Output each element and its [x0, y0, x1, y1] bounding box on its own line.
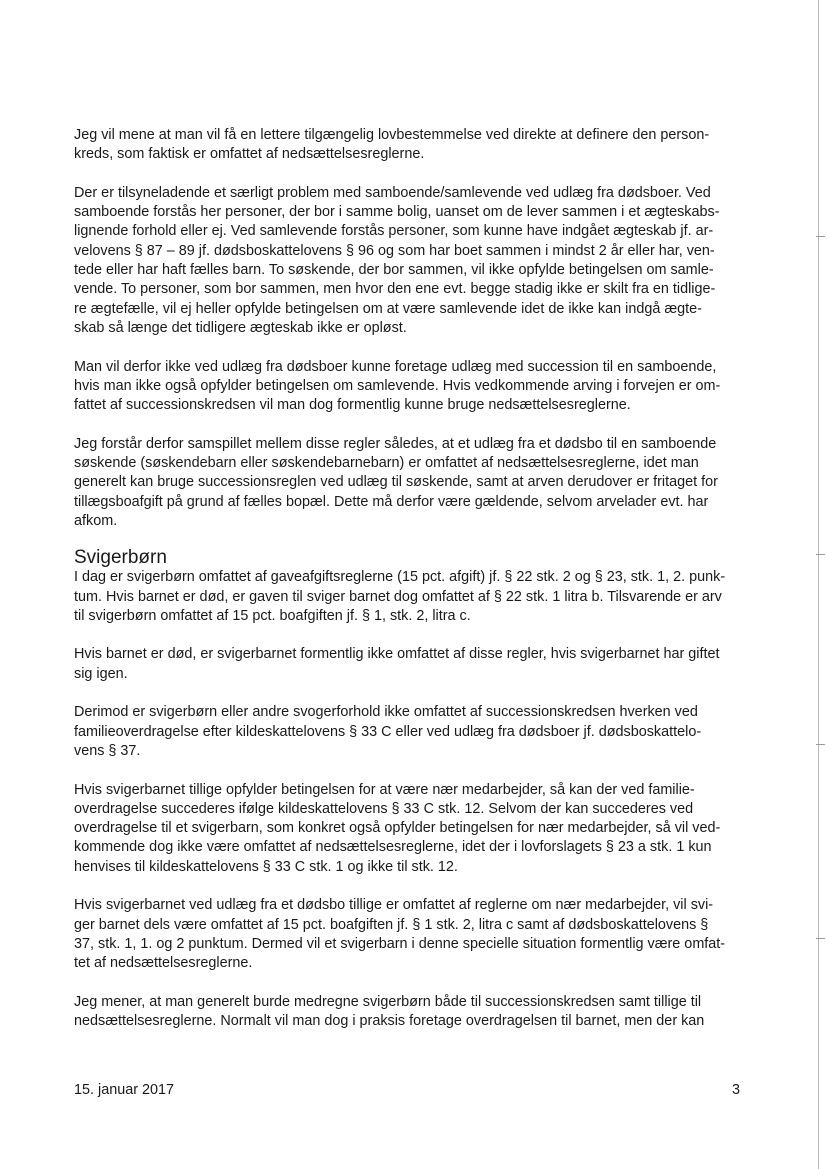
scan-edge-mark	[816, 236, 825, 237]
paragraph-samspil: Jeg forstår derfor samspillet mellem disse regler således, at et udlæg fra et dødsbo til en samboende søskende (søskendebarn eller søskendebarnebarn) er omfattet af nedsættelsesreglerne, idet man generelt kan bruge successionsreglen ved udlæg til søskende, samt at arven derudover er fritaget for tillægsboafgift på grund af fælles bopæl. Dette må derfor være gældende, selvom arvelader evt. har afkom.	[74, 435, 718, 529]
paragraph-person-kreds: Jeg vil mene at man vil få en lettere tilgængelig lovbestemmelse ved direkte at definere den person- kreds, som faktisk er omfattet af nedsættelsesreglerne.	[74, 127, 710, 163]
paragraph-svogerforhold: Derimod er svigerbørn eller andre svogerforhold ikke omfattet af successionskredsen hverken ved familieoverdragelse efter kildeskattelovens § 33 C eller ved udlæg fra dødsboer jf. dødsboskattelo- vens § 37.	[74, 704, 702, 759]
page-number: 3	[731, 1082, 740, 1098]
scan-edge-line	[818, 0, 819, 1169]
paragraph-barnet-doed: Hvis barnet er død, er svigerbarnet formentlig ikke omfattet af disse regler, hvis svigerbarnet har giftet sig igen.	[74, 646, 720, 682]
paragraph-samboende: Der er tilsyneladende et særligt problem med samboende/samlevende ved udlæg fra dødsboer. Ved samboende forstås her personer, der bor i samme bolig, uanset om de lever sammen i et ægteskabs- lignende forhold eller ej. Ved samlevende forstås personer, som kunne have indgået ægteskab jf. ar- velovens § 87 – 89 jf. dødsboskattelovens § 96 og som har boet sammen i mindst 2 år eller har, ven- tede eller har haft fælles barn. To søskende, der bor sammen, vil ikke opfylde betingelsen om samle- vende. To personer, som bor sammen, men hvor den ene evt. begge stadig ikke er skilt fra en tidlige- re ægtefælle, vil ej heller opfylde betingelsen om at være samlevende idet de ikke kan indgå ægte- skab så længe det tidligere ægteskab ikke er opløst.	[74, 184, 720, 336]
scan-edge-mark	[816, 554, 825, 555]
scan-edge-mark	[816, 744, 825, 745]
paragraph-udlaeg: Man vil derfor ikke ved udlæg fra dødsboer kunne foretage udlæg med succession til en samboende, hvis man ikke også opfylder betingelsen om samlevende. Hvis vedkommende arving i forvejen er om- fattet af successionskredsen vil man dog formentlig kunne bruge nedsættelsesreglerne.	[74, 358, 721, 414]
footer-date: 15. januar 2017	[74, 1082, 175, 1098]
scan-edge-mark	[816, 938, 825, 939]
paragraph-naer-medarbejder: Hvis svigerbarnet tillige opfylder betingelsen for at være nær medarbejder, så kan der ved familie- overdragelse succederes ifølge kildeskattelovens § 33 C stk. 12. Selvom der kan succederes ved overdragelse til et svigerbarn, som konkret også opfylder betingelsen for nær medarbejder, så vil ved- kommende dog ikke være omfattet af nedsættelsesreglerne, idet der i lovforslagets § 23 a stk. 1 kun henvises til kildeskattelovens § 33 C stk. 1 og ikke til stk. 12.	[74, 781, 721, 875]
document-body	[74, 126, 764, 1031]
section-heading-svigerborn: Svigerbørn	[74, 547, 167, 569]
paragraph-gaveafgift: I dag er svigerbørn omfattet af gaveafgiftsreglerne (15 pct. afgift) jf. § 22 stk. 2 og § 23, stk. 1, 2. punk- tum. Hvis barnet er død, er gaven til sviger barnet dog omfattet af § 22 stk. 1 litra b. Tilsvarende er arv til svigerbørn omfattet af 15 pct. boafgiften jf. § 1, stk. 2, litra c.	[74, 569, 726, 624]
paragraph-udlaeg-doedsbo: Hvis svigerbarnet ved udlæg fra et dødsbo tillige er omfattet af reglerne om nær medarbejder, vil svi- ger barnet dels være omfattet af 15 pct. boafgiften jf. § 1 stk. 2, litra c samt af dødsboskattelovens § 37, stk. 1, 1. og 2 punktum. Dermed vil et svigerbarn i denne specielle situation formentlig være omfat- tet af nedsættelsesreglerne.	[74, 897, 726, 972]
paragraph-konklusion: Jeg mener, at man generelt burde medregne svigerbørn både til successionskredsen samt tillige til nedsættelsesreglerne. Normalt vil man dog i praksis foretage overdragelsen til barnet, men der kan	[74, 993, 705, 1030]
